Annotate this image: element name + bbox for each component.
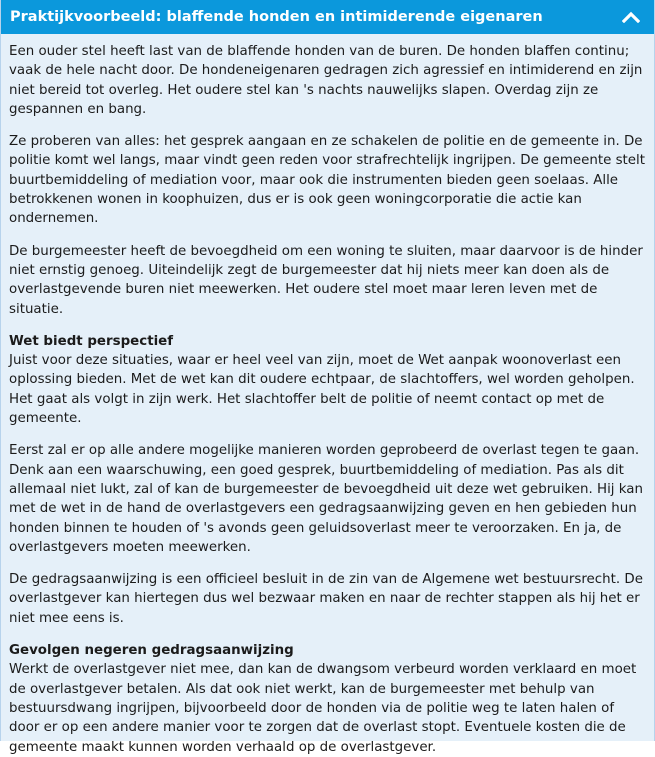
accordion-header[interactable]: [1, 0, 654, 34]
heading-consequences: Gevolgen negeren gedragsaanwijzing: [9, 643, 294, 659]
paragraph-attempts: Ze proberen van alles: het gesprek aangaan en ze schakelen de politie en de gemeente in. De politie komt wel langs, maar vindt geen reden voor strafrechtelijk ingrijpen. De gemeente stelt buurtbemiddeling of mediation voor, maar ook die instrumenten bieden geen soelaas. Alle betrokkenen wonen in koophuizen, dus er is ook geen woningcorporatie die actie kan ondernemen.: [9, 134, 646, 227]
paragraph-decision: De gedragsaanwijzing is een officieel besluit in de zin van de Algemene wet bestuursrecht. De overlastgever kan hiertegen dus wel bezwaar maken en naar de rechter stappen als hij het er niet mee eens is.: [9, 572, 643, 626]
paragraph-mayor: De burgemeester heeft de bevoegdheid om een woning te sluiten, maar daarvoor is de hinder niet ernstig genoeg. Uiteindelijk zegt de burgemeester dat hij niets meer kan doen als de overlastgevende buren niet meewerken. Het oudere stel moet maar leren leven met de situatie.: [9, 243, 643, 317]
paragraph-consequences: Werkt de overlastgever niet mee, dan kan de dwangsom verbeurd worden verklaard en moet de overlastgever betalen. Als dat ook niet werkt, kan de burgemeester met behulp van bestuursdwang ingrijpen, bijvoorbeeld door de honden via de politie weg te laten halen of door er op een andere manier voor te zorgen dat de overlast stopt. Eventuele kosten die de gemeente maakt kunnen worden verhaald op de overlastgever.: [9, 662, 637, 755]
paragraph-law: Juist voor deze situaties, waar er heel veel van zijn, moet de Wet aanpak woonoverlast een oplossing bieden. Met de wet kan dit oudere echtpaar, de slachtoffers, wel worden geholpen. Het gaat als volgt in zijn werk. Het slachtoffer belt de politie of neemt contact op met de gemeente.: [9, 353, 635, 427]
paragraph-procedure: Eerst zal er op alle andere mogelijke manieren worden geprobeerd de overlast tegen te gaan. Denk aan een waarschuwing, een goed gesprek, buurtbemiddeling of mediation. Pas als dit allemaal niet lukt, zal of kan de burgemeester de bevoegdheid uit deze wet gebruiken. Hij kan met de wet in de hand de overlastgevers een gedragsaanwijzing geven en hen gebieden hun honden binnen te houden of 's avonds geen geluidsoverlast meer te veroorzaken. En ja, de overlastgevers moeten meewerken.: [9, 443, 643, 555]
panel-title: Praktijkvoorbeeld: blaffende honden en intimiderende eigenaren: [10, 9, 543, 25]
heading-perspective: Wet biedt perspectief: [9, 333, 174, 349]
chevron-up-icon[interactable]: [621, 7, 641, 27]
panel-content: [1, 34, 654, 757]
paragraph-situation: Een ouder stel heeft last van de blaffende honden van de buren. De honden blaffen continu; vaak de hele nacht door. De hondeneigenaren gedragen zich agressief en intimiderend en zijn niet bereid tot overleg. Het oudere stel kan 's nachts nauwelijks slapen. Overdag zijn ze gespannen en bang.: [9, 44, 643, 117]
